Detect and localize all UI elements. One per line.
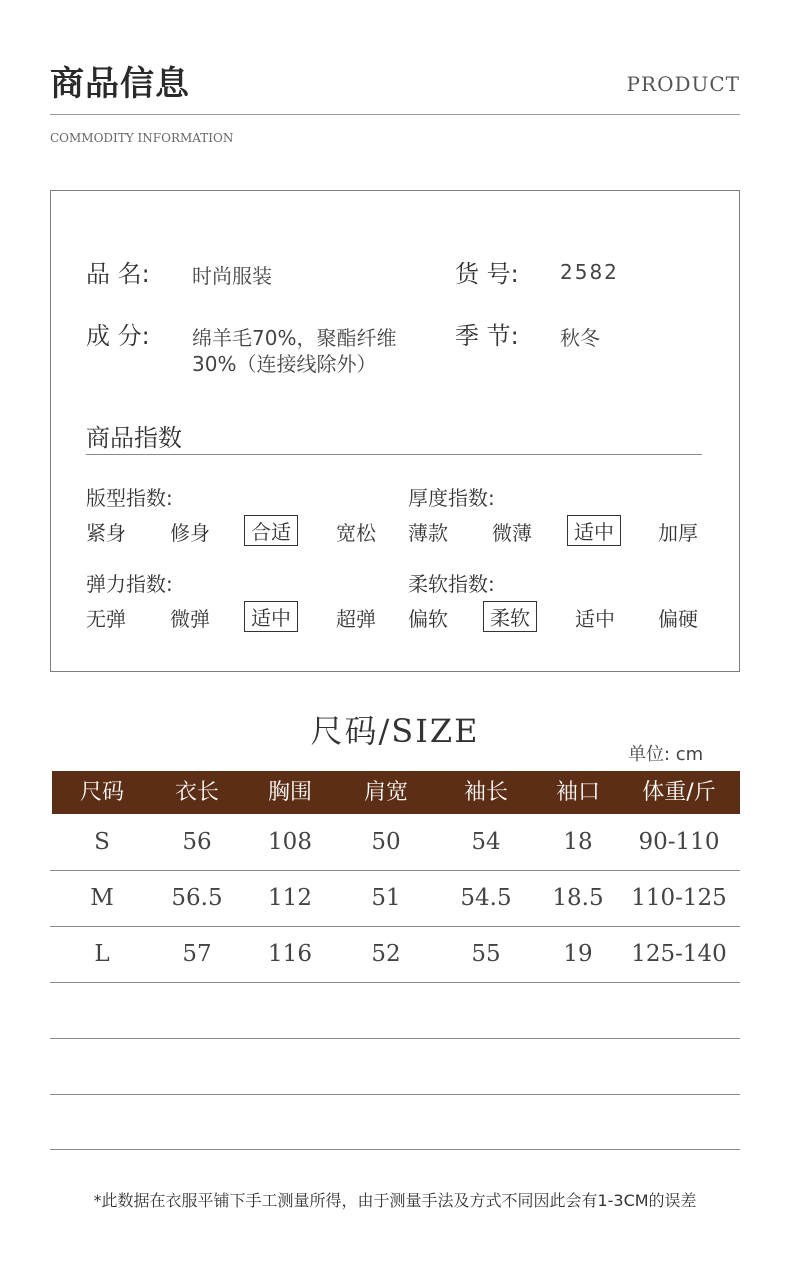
softness-option: 适中 bbox=[575, 607, 615, 631]
softness-option: 偏硬 bbox=[658, 607, 698, 631]
table-cell: L bbox=[94, 941, 110, 967]
table-cell: 112 bbox=[268, 885, 312, 911]
elasticity-index-title: 弹力指数: bbox=[86, 572, 173, 596]
header-cell: 肩宽 bbox=[363, 780, 408, 805]
thickness-option: 加厚 bbox=[658, 521, 698, 545]
table-cell: 116 bbox=[268, 941, 312, 967]
header-cell: 尺码 bbox=[79, 780, 124, 805]
table-cell: 51 bbox=[371, 885, 401, 911]
header-cell: 衣长 bbox=[174, 780, 219, 805]
season-label: 季 节: bbox=[455, 322, 519, 350]
table-cell: 54.5 bbox=[460, 885, 512, 911]
table-cell: 18.5 bbox=[552, 885, 604, 911]
table-cell: 18 bbox=[563, 829, 593, 855]
code-value: 2582 bbox=[560, 260, 619, 284]
table-cell: 54 bbox=[471, 829, 501, 855]
table-cell: 55 bbox=[471, 941, 501, 967]
thickness-option: 薄款 bbox=[408, 521, 448, 545]
table-row bbox=[50, 927, 740, 983]
thickness-index-title: 厚度指数: bbox=[408, 486, 495, 510]
fit-option: 紧身 bbox=[86, 521, 126, 545]
name-value: 时尚服装 bbox=[192, 264, 272, 288]
table-cell: 50 bbox=[371, 829, 401, 855]
index-section-title: 商品指数 bbox=[86, 424, 182, 452]
fit-option-selected: 合适 bbox=[244, 515, 298, 546]
size-table-title: 尺码/SIZE bbox=[310, 712, 480, 750]
fit-option: 宽松 bbox=[336, 521, 376, 545]
elasticity-option: 超弹 bbox=[336, 607, 376, 631]
elasticity-option: 微弹 bbox=[170, 607, 210, 631]
table-cell: 110-125 bbox=[631, 885, 727, 911]
softness-index-title: 柔软指数: bbox=[408, 572, 495, 596]
material-value-line1: 绵羊毛70%，聚酯纤维 bbox=[192, 326, 397, 350]
table-cell: 57 bbox=[182, 941, 212, 967]
table-cell: 52 bbox=[371, 941, 401, 967]
elasticity-option: 无弹 bbox=[86, 607, 126, 631]
page-title: 商品信息 bbox=[50, 64, 190, 104]
empty-table-row bbox=[50, 983, 740, 1039]
thickness-option-selected: 适中 bbox=[567, 515, 621, 546]
table-cell: 56 bbox=[182, 829, 212, 855]
header-cell: 体重/斤 bbox=[642, 780, 716, 805]
table-row bbox=[50, 871, 740, 927]
empty-table-row bbox=[50, 1039, 740, 1095]
table-cell: 19 bbox=[563, 941, 593, 967]
season-value: 秋冬 bbox=[560, 326, 600, 350]
material-value-line2: 30%（连接线除外） bbox=[192, 352, 377, 376]
fit-index-title: 版型指数: bbox=[86, 486, 173, 510]
table-cell: 108 bbox=[268, 829, 312, 855]
header-divider bbox=[50, 114, 740, 115]
header-cell: 胸围 bbox=[267, 780, 312, 805]
material-label: 成 分: bbox=[86, 322, 150, 350]
measurement-footnote: *此数据在衣服平铺下手工测量所得，由于测量手法及方式不同因此会有1-3CM的误差 bbox=[93, 1191, 697, 1210]
product-label: PRODUCT bbox=[626, 72, 740, 96]
empty-table-row bbox=[50, 1094, 740, 1150]
table-row bbox=[50, 815, 740, 871]
table-cell: 125-140 bbox=[631, 941, 727, 967]
table-cell: S bbox=[94, 829, 110, 855]
header-cell: 袖长 bbox=[463, 780, 508, 805]
table-cell: M bbox=[90, 885, 114, 911]
index-section-divider bbox=[86, 454, 702, 455]
softness-option: 偏软 bbox=[408, 607, 448, 631]
fit-option: 修身 bbox=[170, 521, 210, 545]
unit-label: 单位: cm bbox=[628, 744, 704, 765]
size-table-header bbox=[52, 771, 740, 814]
header-cell: 袖口 bbox=[555, 780, 600, 805]
thickness-option: 微薄 bbox=[492, 521, 532, 545]
elasticity-option-selected: 适中 bbox=[244, 601, 298, 632]
softness-option-selected: 柔软 bbox=[483, 601, 537, 632]
table-cell: 90-110 bbox=[638, 829, 720, 855]
table-cell: 56.5 bbox=[171, 885, 223, 911]
name-label: 品 名: bbox=[86, 260, 150, 288]
commodity-label: COMMODITY INFORMATION bbox=[50, 131, 234, 145]
code-label: 货 号: bbox=[455, 260, 519, 288]
